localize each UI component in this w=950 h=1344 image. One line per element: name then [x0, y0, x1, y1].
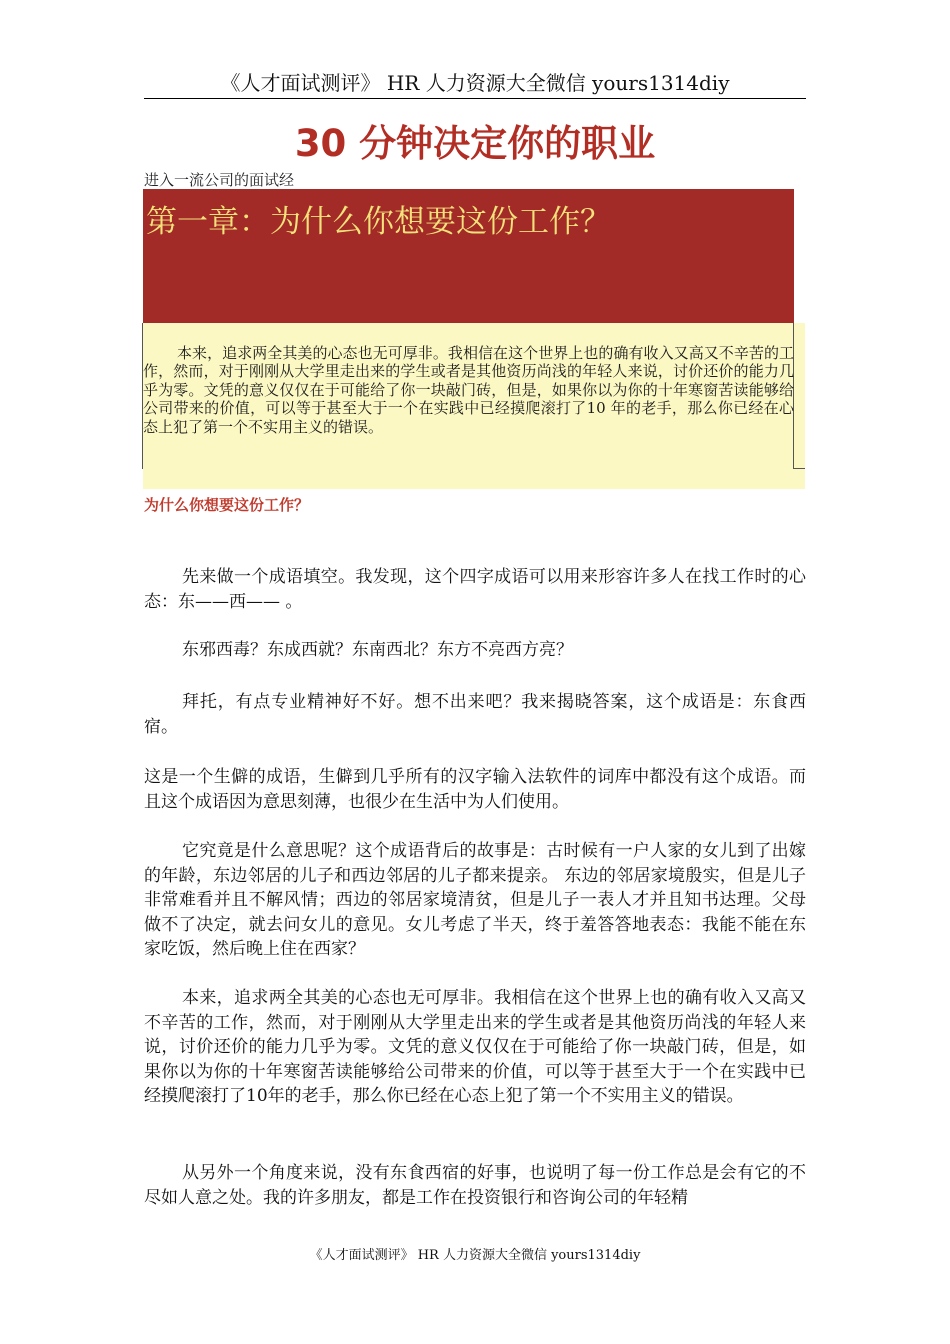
summary-box-border-bottom [793, 468, 805, 469]
body-paragraph: 这是一个生僻的成语，生僻到几乎所有的汉字输入法软件的词库中都没有这个成语。而且这个成语因为意思刻薄，也很少在生活中为人们使用。 [144, 767, 806, 812]
document-subtitle: 进入一流公司的面试经 [144, 171, 295, 189]
body-paragraph: 先来做一个成语填空。我发现，这个四字成语可以用来形容许多人在找工作时的心态：东——西—— 。 [144, 567, 806, 612]
document-title: 30 分钟决定你的职业 [294, 122, 656, 165]
body-paragraph: 它究竟是什么意思呢？这个成语背后的故事是：古时候有一户人家的女儿到了出嫁的年龄，东边邻居的儿子和西边邻居的儿子都来提亲。 东边的邻居家境殷实，但是儿子非常难看并且不解风情；西边的邻居家境清贫，但是儿子一表人才并且知书达理。父母做不了决定，就去问女儿的意见。女儿考虑了半天，终于羞答答地表态：我能不能在东家吃饭，然后晚上住在西家？ [144, 841, 806, 959]
chapter-heading: 第一章：为什么你想要这份工作？ [146, 204, 611, 240]
section-title: 为什么你想要这份工作？ [144, 496, 310, 514]
page-footer: 《人才面试测评》 HR 人力资源大全微信 yours1314diy [309, 1248, 641, 1263]
page-header: 《人才面试测评》 HR 人力资源大全微信 yours1314diy [144, 70, 806, 99]
body-paragraph: 东邪西毒？东成西就？东南西北？东方不亮西方亮？ [182, 640, 573, 660]
body-paragraph: 从另外一个角度来说，没有东食西宿的好事，也说明了每一份工作总是会有它的不尽如人意之处。我的许多朋友，都是工作在投资银行和咨询公司的年轻精 [144, 1163, 806, 1208]
chapter-summary-text: 本来，追求两全其美的心态也无可厚非。我相信在这个世界上也的确有收入又高又不辛苦的工作，然而，对于刚刚从大学里走出来的学生或者是其他资历尚浅的年轻人来说，讨价还价的能力几乎为零。文凭的意义仅仅在于可能给了你一块敲门砖，但是，如果你以为你的十年寒窗苦读能够给公司带来的价值，可以等于甚至大于一个在实践中已经摸爬滚打了10 年的老手，那么你已经在心态上犯了第一个不实用主义的错误。 [143, 344, 794, 436]
body-paragraph: 拜托，有点专业精神好不好。想不出来吧？我来揭晓答案，这个成语是：东食西宿。 [144, 692, 806, 737]
body-paragraph: 本来，追求两全其美的心态也无可厚非。我相信在这个世界上也的确有收入又高又不辛苦的工作，然而，对于刚刚从大学里走出来的学生或者是其他资历尚浅的年轻人来说，讨价还价的能力几乎为零。文凭的意义仅仅在于可能给了你一块敲门砖，但是，如果你以为你的十年寒窗苦读能够给公司带来的价值，可以等于甚至大于一个在实践中已经摸爬滚打了10年的老手，那么你已经在心态上犯了第一个不实用主义的错误。 [144, 988, 806, 1106]
